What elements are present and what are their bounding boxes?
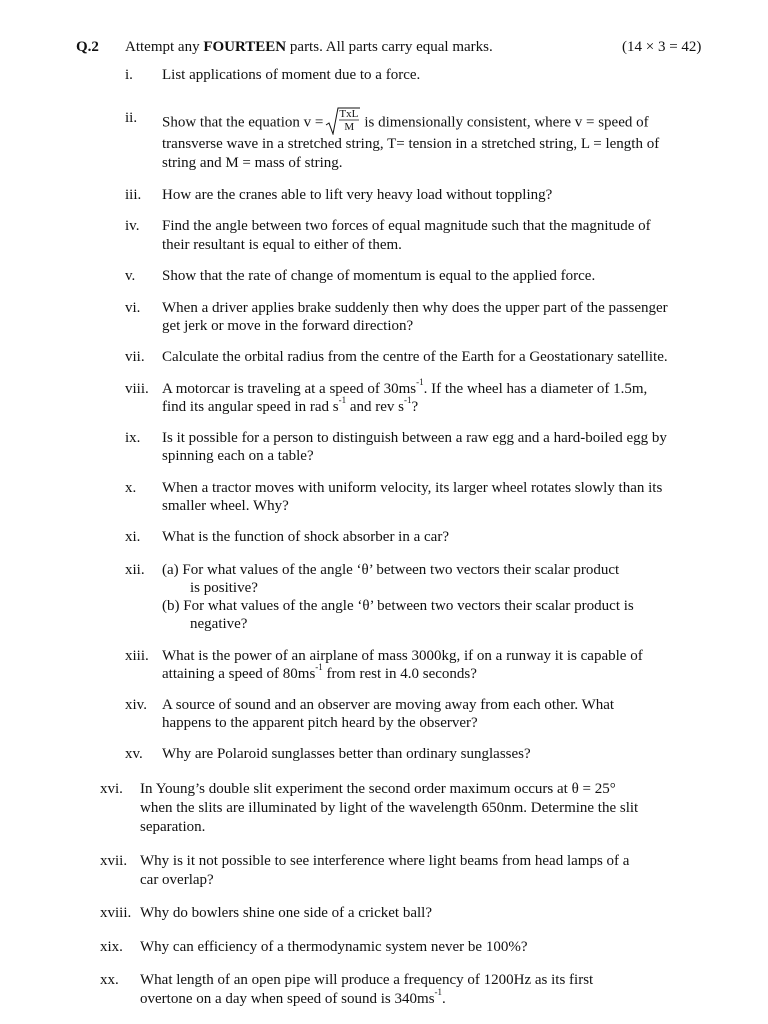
part-text: What length of an open pipe will produce a frequency of 1200Hz as its first xyxy=(140,972,594,988)
part-text: What is the power of an airplane of mass 3000kg, if on a runway it is capable of xyxy=(162,648,643,664)
text-run: and rev s xyxy=(346,399,405,415)
part-number: ix. xyxy=(125,430,141,446)
instr-text-a: Attempt any xyxy=(125,39,204,55)
question-number: Q.2 xyxy=(76,39,99,55)
part-text: What is the function of shock absorber in a car? xyxy=(162,529,449,545)
part-number: xi. xyxy=(125,529,141,545)
fraction-denominator: M xyxy=(344,121,355,133)
superscript: -1 xyxy=(338,395,347,405)
superscript: -1 xyxy=(416,377,424,387)
equation-trail: is dimensionally consistent, where v = speed of xyxy=(364,114,649,131)
subpart-b: (b) For what values of the angle ‘θ’ between two vectors their scalar product is xyxy=(162,598,634,614)
text-run: . If the wheel has a diameter of 1.5m, xyxy=(423,381,648,397)
text-run: A motorcar is traveling at a speed of 30ms xyxy=(162,381,417,397)
part-text-line xyxy=(162,395,419,416)
part-number: x. xyxy=(125,480,137,496)
part-number: xix. xyxy=(100,939,123,955)
part-text-line: their resultant is equal to either of them. xyxy=(162,237,402,253)
part-number: iii. xyxy=(125,187,142,203)
part-number: xvii. xyxy=(100,853,128,869)
part-text-line: transverse wave in a stretched string, T= tension in a stretched string, L = length of xyxy=(162,136,660,152)
part-number: viii. xyxy=(125,381,149,397)
part-number: xiv. xyxy=(125,697,147,713)
part-text xyxy=(162,109,649,137)
part-text: Why is it not possible to see interference where light beams from head lamps of a xyxy=(140,853,630,869)
question-header xyxy=(0,38,768,58)
part-text-line: spinning each on a table? xyxy=(162,448,314,464)
part-number: xviii. xyxy=(100,905,132,921)
part-text-line: smaller wheel. Why? xyxy=(162,498,289,514)
part-text: Is it possible for a person to distinguish between a raw egg and a hard-boiled egg by xyxy=(162,430,667,446)
text-run: attaining a speed of 80ms xyxy=(162,666,316,682)
sqrt-fraction xyxy=(325,107,361,135)
part-text: A source of sound and an observer are moving away from each other. What xyxy=(162,697,615,713)
part-number: xiii. xyxy=(125,648,149,664)
part-number: xii. xyxy=(125,562,145,578)
part-text: When a tractor moves with uniform velocity, its larger wheel rotates slowly than its xyxy=(162,480,663,496)
part-text: Find the angle between two forces of equal magnitude such that the magnitude of xyxy=(162,218,651,234)
part-number: v. xyxy=(125,268,136,284)
part-number: vi. xyxy=(125,300,141,316)
part-text: Calculate the orbital radius from the centre of the Earth for a Geostationary satellite. xyxy=(162,349,668,365)
part-text: Why do bowlers shine one side of a cricket ball? xyxy=(140,905,432,921)
marks-total: (14 × 3 = 42) xyxy=(622,39,702,55)
part-text-line: string and M = mass of string. xyxy=(162,155,343,171)
text-run: . xyxy=(442,991,446,1007)
subpart-a: (a) For what values of the angle ‘θ’ between two vectors their scalar product xyxy=(162,562,620,578)
part-text-line xyxy=(140,987,446,1008)
part-text: When a driver applies brake suddenly then why does the upper part of the passenger xyxy=(162,300,668,316)
part-number: xx. xyxy=(100,972,119,988)
part-number: ii. xyxy=(125,110,138,126)
part-text-line xyxy=(162,662,477,683)
superscript: -1 xyxy=(404,395,412,405)
text-run: from rest in 4.0 seconds? xyxy=(322,666,477,682)
part-number: xvi. xyxy=(100,781,123,797)
part-text: Why are Polaroid sunglasses better than ordinary sunglasses? xyxy=(162,746,531,762)
part-number: iv. xyxy=(125,218,140,234)
subpart-a-line: is positive? xyxy=(190,580,258,596)
part-text-line: car overlap? xyxy=(140,872,214,888)
text-run: find its angular speed in rad s xyxy=(162,399,339,415)
superscript: -1 xyxy=(315,662,323,672)
question-instructions xyxy=(125,38,493,56)
instr-text-c: parts. All parts carry equal marks. xyxy=(286,39,493,55)
part-text-line: separation. xyxy=(140,819,206,835)
text-run: overtone on a day when speed of sound is 340ms xyxy=(140,991,435,1007)
part-text: How are the cranes able to lift very heavy load without toppling? xyxy=(162,187,553,203)
part-text-line: get jerk or move in the forward direction? xyxy=(162,318,414,334)
part-number: xv. xyxy=(125,746,143,762)
part-number: i. xyxy=(125,67,133,83)
part-text: In Young’s double slit experiment the second order maximum occurs at θ = 25° xyxy=(140,781,616,797)
equation-lead: Show that the equation v = xyxy=(162,114,324,131)
instr-count: FOURTEEN xyxy=(203,39,287,55)
part-number: vii. xyxy=(125,349,145,365)
part-text-line: when the slits are illuminated by light of the wavelength 650nm. Determine the slit xyxy=(140,800,639,816)
part-text: Why can efficiency of a thermodynamic system never be 100%? xyxy=(140,939,528,955)
part-text: Show that the rate of change of momentum is equal to the applied force. xyxy=(162,268,596,284)
text-run: ? xyxy=(411,399,419,415)
part-text-line: happens to the apparent pitch heard by the observer? xyxy=(162,715,478,731)
fraction-numerator: TxL xyxy=(339,108,359,120)
superscript: -1 xyxy=(434,987,443,997)
subpart-b-line: negative? xyxy=(190,616,248,632)
part-text: List applications of moment due to a force. xyxy=(162,67,421,83)
